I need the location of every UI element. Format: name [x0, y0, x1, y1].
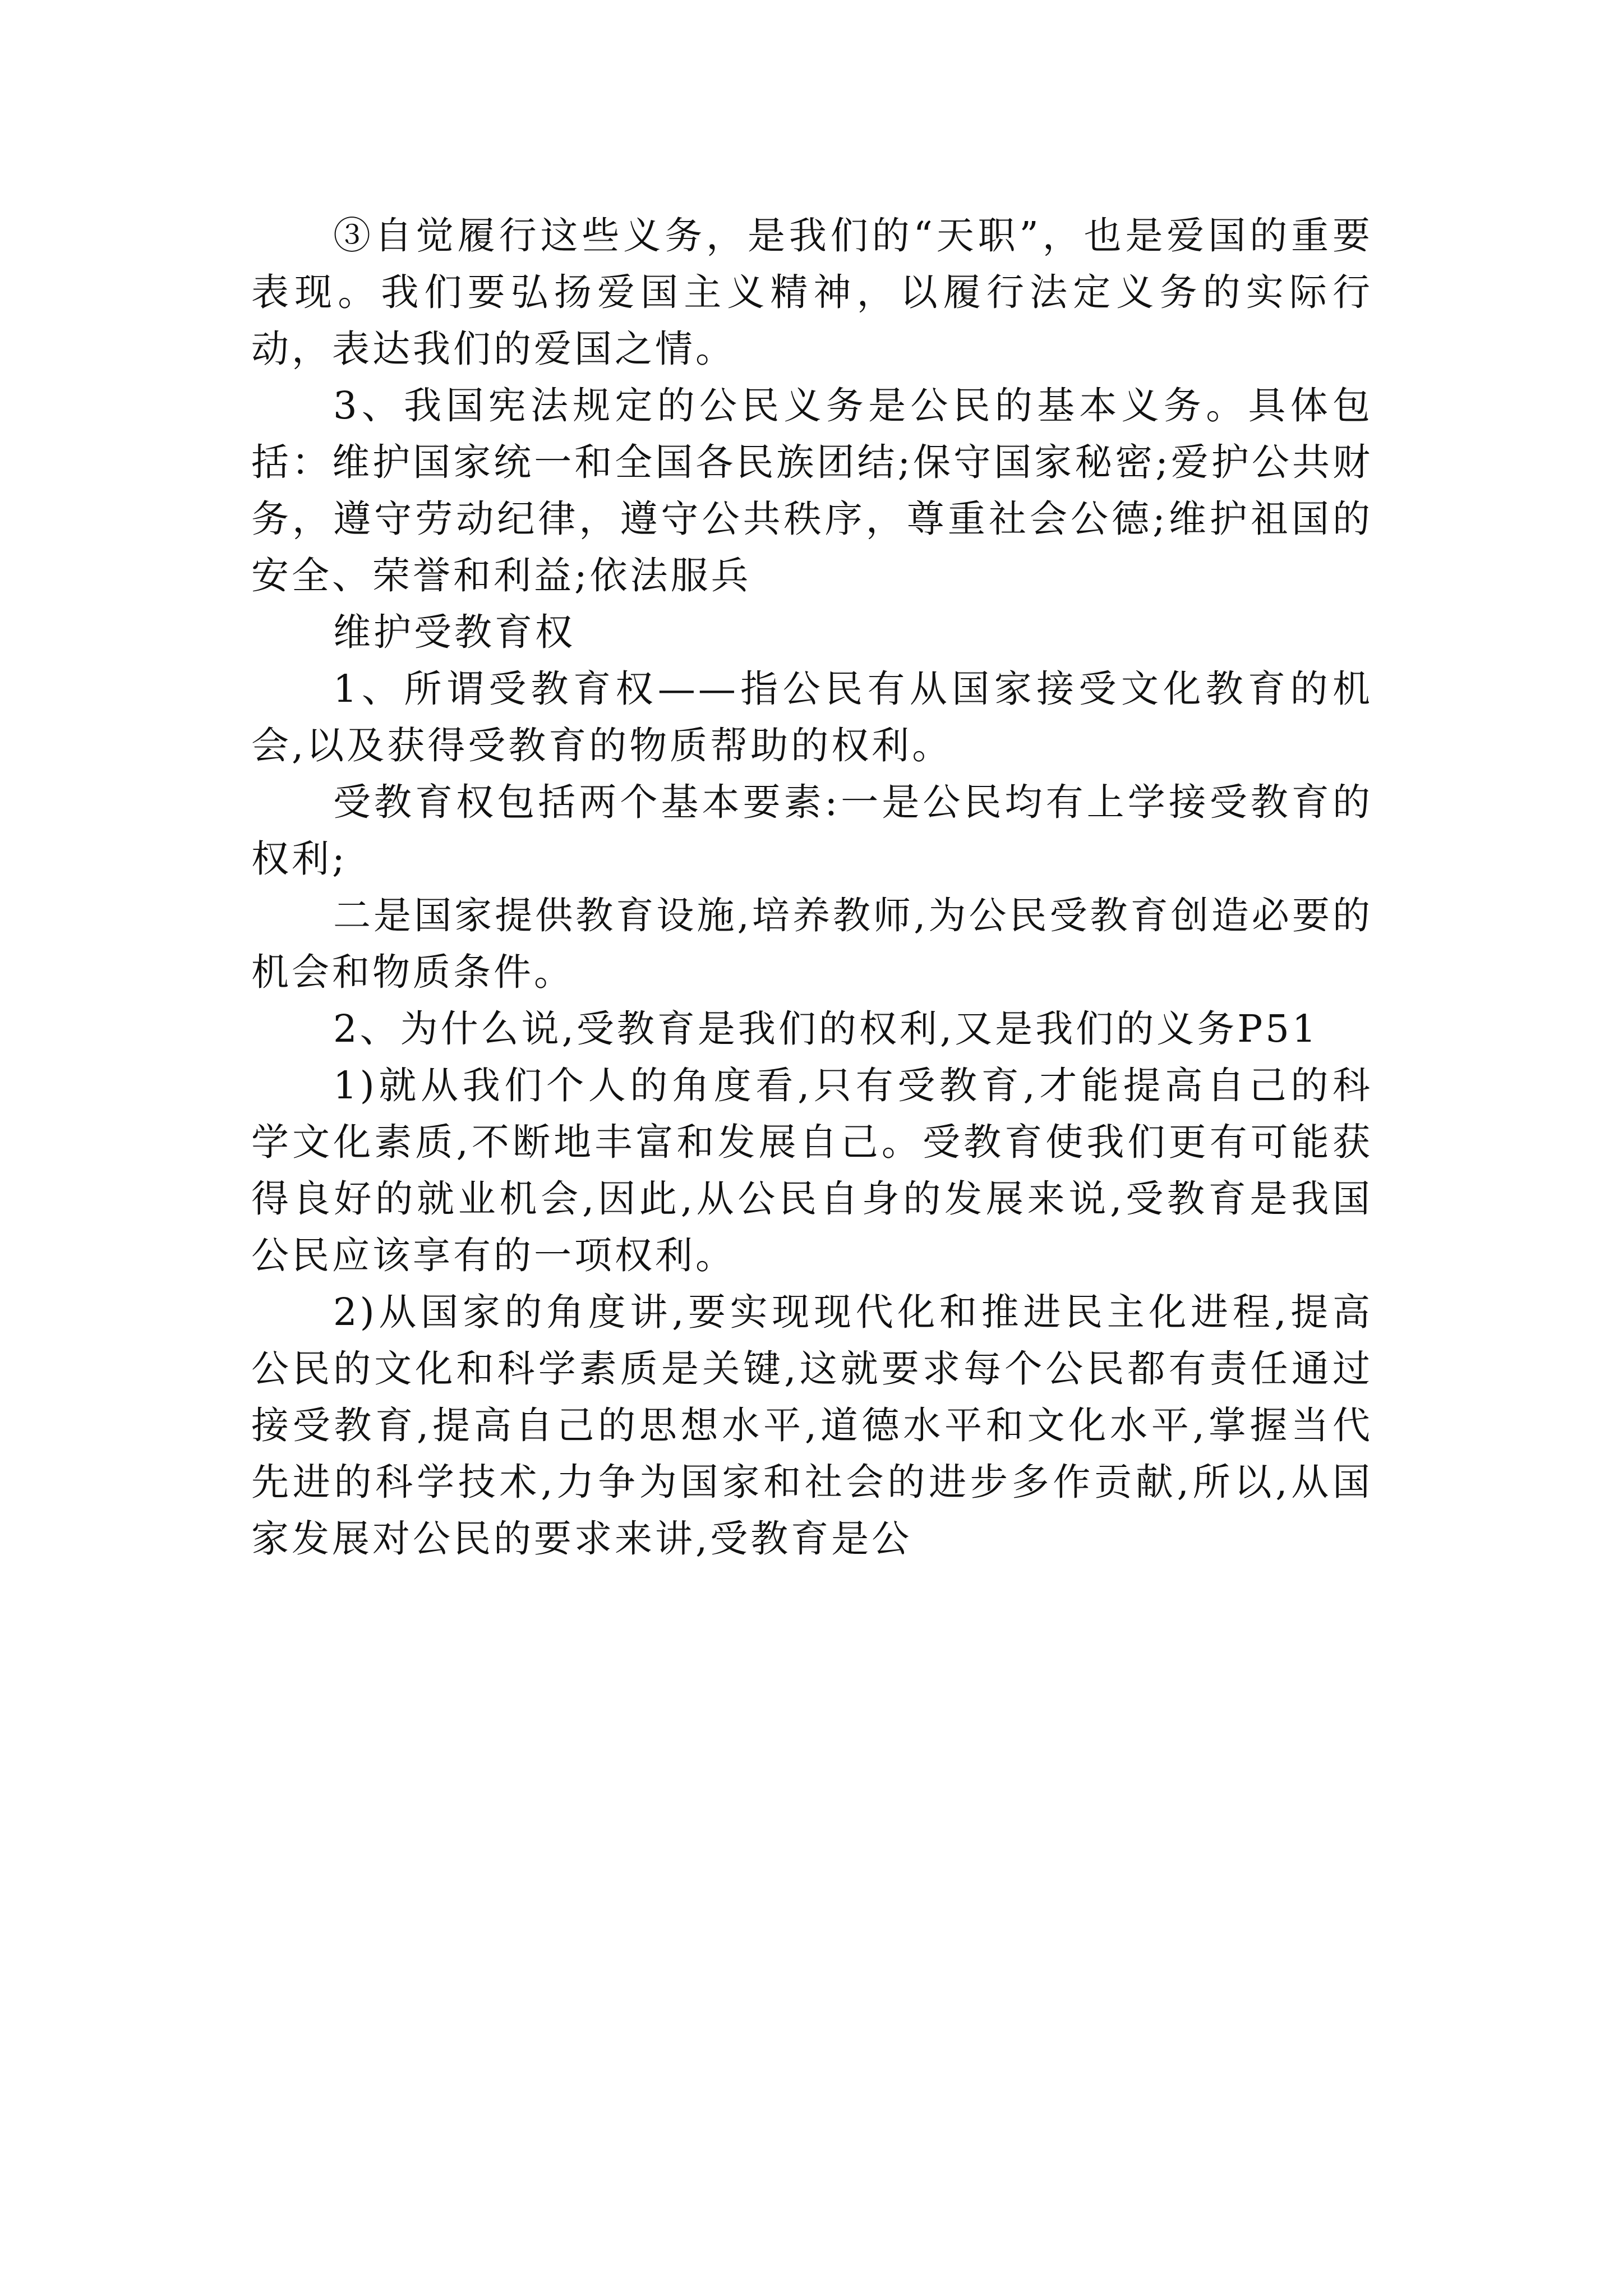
paragraph-education-elements-two: 二是国家提供教育设施,培养教师,为公民受教育创造必要的机会和物质条件。	[251, 894, 1373, 994]
document-body	[251, 208, 1373, 1567]
paragraph-personal-perspective: 1)就从我们个人的角度看,只有受教育,才能提高自己的科学文化素质,不断地丰富和发展自己。受教育使我们更有可能获得良好的就业机会,因此,从公民自身的发展来说,受教育是我国公民应该享有的一项权利。	[251, 1064, 1373, 1277]
paragraph-education-right-definition: 1、所谓受教育权——指公民有从国家接受文化教育的机会,以及获得受教育的物质帮助的权利。	[251, 667, 1373, 767]
paragraph-national-perspective: 2)从国家的角度讲,要实现现代化和推进民主化进程,提高公民的文化和科学素质是关键,这就要求每个公民都有责任通过接受教育,提高自己的思想水平,道德水平和文化水平,掌握当代先进的科学技术,力争为国家和社会的进步多作贡献,所以,从国家发展对公民的要求来讲,受教育是公	[251, 1290, 1373, 1561]
section-heading-education-right: 维护受教育权	[333, 610, 575, 654]
paragraph-education-elements-one: 受教育权包括两个基本要素:一是公民均有上学接受教育的权利;	[251, 780, 1373, 881]
paragraph-why-right-and-duty: 2、为什么说,受教育是我们的权利,又是我们的义务P51	[333, 1007, 1319, 1051]
paragraph-basic-duties: 3、我国宪法规定的公民义务是公民的基本义务。具体包括：维护国家统一和全国各民族团结;保守国家秘密;爱护公共财务，遵守劳动纪律，遵守公共秩序，尊重社会公德;维护祖国的安全、荣誉和利益;依法服兵	[251, 384, 1373, 597]
paragraph-duty-patriotism: ③自觉履行这些义务，是我们的“天职”，也是爱国的重要表现。我们要弘扬爱国主义精神，以履行法定义务的实际行动，表达我们的爱国之情。	[251, 214, 1373, 371]
